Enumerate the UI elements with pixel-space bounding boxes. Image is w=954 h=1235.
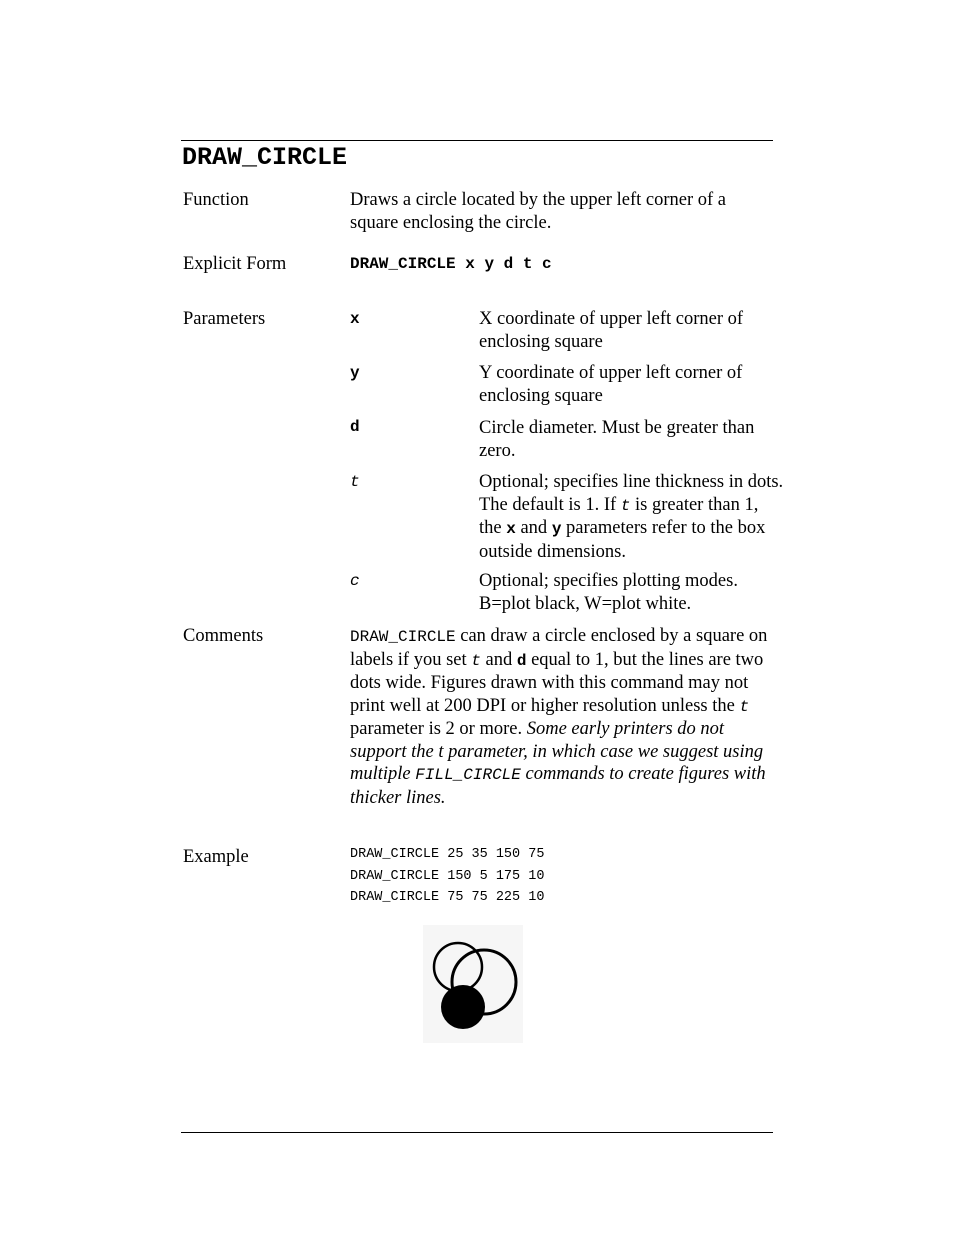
page-title: DRAW_CIRCLE bbox=[182, 143, 348, 172]
comments-cmd: DRAW_CIRCLE bbox=[350, 628, 456, 646]
param-x-desc: X coordinate of upper left corner of enclosing square bbox=[479, 309, 744, 352]
param-c-desc: Optional; specifies plotting modes. B=plot black, W=plot white. bbox=[479, 571, 738, 614]
param-t-y-ref: y bbox=[551, 520, 562, 538]
param-y-name: y bbox=[350, 364, 360, 382]
param-t-name: t bbox=[350, 473, 360, 491]
param-t-ref: t bbox=[620, 496, 631, 515]
comments-text bbox=[350, 625, 785, 809]
example-line: DRAW_CIRCLE 75 75 225 10 bbox=[350, 890, 545, 905]
example-line: DRAW_CIRCLE 150 5 175 10 bbox=[350, 868, 545, 884]
comments-t-ref: t bbox=[471, 651, 481, 670]
parameters-label: Parameters bbox=[183, 309, 266, 329]
comments-t-ref-2: t bbox=[739, 697, 750, 716]
comments-note-part1: Some early printers do not support the t parameter, in which case we suggest using multiple bbox=[350, 719, 764, 784]
circle-filled bbox=[441, 985, 485, 1029]
param-x-name: x bbox=[350, 310, 360, 328]
param-d-name: d bbox=[350, 418, 360, 436]
param-t-desc-part3: and bbox=[520, 518, 548, 538]
comments-part4: parameter is 2 or more. bbox=[350, 719, 523, 739]
param-t-desc bbox=[479, 471, 784, 563]
top-rule bbox=[181, 140, 773, 141]
param-y-desc: Y coordinate of upper left corner of enclosing square bbox=[479, 363, 743, 406]
param-d-desc: Circle diameter. Must be greater than zero. bbox=[479, 418, 755, 461]
example-output-figure bbox=[423, 925, 523, 1043]
explicit-form-command: DRAW_CIRCLE bbox=[350, 255, 456, 273]
explicit-form-label: Explicit Form bbox=[183, 254, 287, 274]
function-label: Function bbox=[183, 190, 249, 210]
function-text: Draws a circle located by the upper left corner of a square enclosing the circle. bbox=[350, 190, 726, 233]
param-t-desc-part4: parameters refer to the box outside dimensions. bbox=[479, 518, 766, 562]
explicit-form-syntax bbox=[350, 253, 790, 276]
comments-label: Comments bbox=[183, 626, 264, 646]
param-t-x-ref: x bbox=[506, 520, 516, 538]
example-code bbox=[350, 844, 544, 909]
example-label: Example bbox=[183, 847, 249, 867]
comments-d-ref: d bbox=[516, 651, 527, 670]
comments-part2: and bbox=[485, 649, 513, 670]
comments-part1: can draw a circle enclosed by a square on labels if you set bbox=[350, 626, 768, 670]
comments-part3: equal to 1, but the lines are two dots wide. Figures drawn with this command may not print well at 200 DPI or higher resolution unless the bbox=[350, 649, 764, 716]
param-c-name: c bbox=[350, 572, 360, 590]
param-t-desc-part2: is greater than 1, the bbox=[479, 494, 759, 538]
example-line: DRAW_CIRCLE 25 35 150 75 bbox=[350, 847, 545, 862]
comments-note-part2: commands to create figures with thicker lines. bbox=[350, 764, 766, 808]
bottom-rule bbox=[181, 1132, 773, 1133]
param-t-desc-part1: Optional; specifies line thickness in dots. The default is 1. If bbox=[479, 472, 784, 515]
comments-note-cmd: FILL_CIRCLE bbox=[415, 766, 521, 784]
explicit-form-args: x y d t c bbox=[465, 255, 552, 273]
